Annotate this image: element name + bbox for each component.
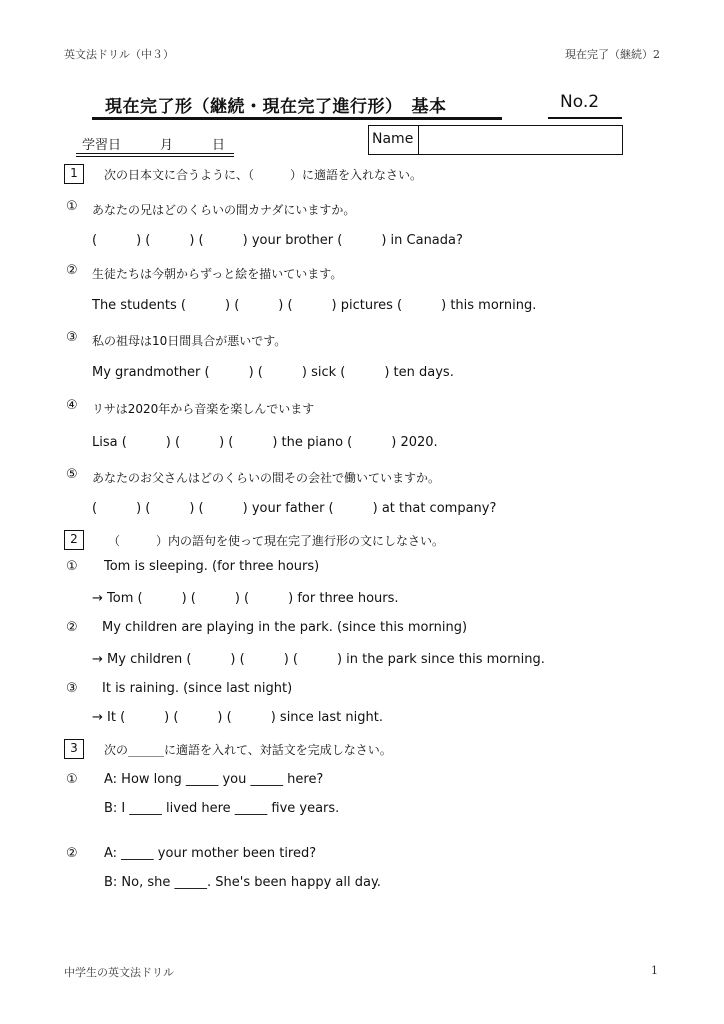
header-left: 英文法ドリル（中３）: [64, 48, 174, 61]
q2-2-mark: ②: [66, 620, 78, 635]
name-box[interactable]: [368, 125, 623, 155]
q2-2-answer: → My children ( ) ( ) ( ) in the park since this morning.: [92, 652, 545, 667]
name-label: Name: [369, 126, 419, 154]
section-2-instruction: （ ）内の語句を使って現在完了進行形の文にしなさい。: [108, 534, 445, 548]
section-2-box: 2: [64, 530, 84, 550]
q1-1-japanese: あなたの兄はどのくらいの間カナダにいますか。: [92, 203, 356, 217]
q3-2-line-a: A: _____ your mother been tired?: [104, 846, 317, 861]
study-date-day: 日: [212, 138, 226, 153]
q2-2-prompt: My children are playing in the park. (since this morning): [102, 620, 468, 635]
q2-1-prompt: Tom is sleeping. (for three hours): [104, 559, 320, 574]
q1-5-mark: ⑤: [66, 467, 78, 482]
title-underline: [92, 117, 502, 120]
section-1-box: 1: [64, 164, 84, 184]
section-3-instruction: 次の______に適語を入れて、対話文を完成しなさい。: [104, 743, 392, 757]
worksheet-number: No.2: [560, 92, 600, 112]
q1-1-english: ( ) ( ) ( ) your brother ( ) in Canada?: [92, 233, 463, 248]
q2-1-mark: ①: [66, 559, 78, 574]
study-date-underline: [76, 153, 234, 154]
study-date-underline-2: [76, 156, 234, 157]
q1-2-mark: ②: [66, 263, 78, 278]
footer-left: 中学生の英文法ドリル: [64, 966, 174, 979]
study-date-label: 学習日: [82, 138, 122, 153]
section-3-box: 3: [64, 739, 84, 759]
q1-2-english: The students ( ) ( ) ( ) pictures ( ) this morning.: [92, 298, 537, 313]
q1-5-japanese: あなたのお父さんはどのくらいの間その会社で働いていますか。: [92, 471, 441, 485]
page-number: 1: [651, 964, 658, 977]
section-1-instruction: 次の日本文に合うように、（ ）に適語を入れなさい。: [104, 168, 423, 182]
study-date-month: 月: [160, 138, 174, 153]
number-underline: [548, 117, 622, 119]
q2-3-answer: → It ( ) ( ) ( ) since last night.: [92, 710, 383, 725]
q1-5-english: ( ) ( ) ( ) your father ( ) at that company?: [92, 501, 497, 516]
q1-4-english: Lisa ( ) ( ) ( ) the piano ( ) 2020.: [92, 435, 438, 450]
q2-3-prompt: It is raining. (since last night): [102, 681, 293, 696]
q1-3-japanese: 私の祖母は10日間具合が悪いです。: [92, 334, 287, 348]
q3-1-line-a: A: How long _____ you _____ here?: [104, 772, 324, 787]
q1-4-japanese: リサは2020年から音楽を楽しんでいます: [92, 402, 315, 416]
q1-3-english: My grandmother ( ) ( ) sick ( ) ten days.: [92, 365, 454, 380]
q3-2-mark: ②: [66, 846, 78, 861]
q3-2-line-b: B: No, she _____. She's been happy all day.: [104, 875, 381, 890]
q1-2-japanese: 生徒たちは今朝からずっと絵を描いています。: [92, 267, 343, 281]
q2-1-answer: → Tom ( ) ( ) ( ) for three hours.: [92, 591, 399, 606]
q1-3-mark: ③: [66, 330, 78, 345]
worksheet-title: 現在完了形（継続・現在完了進行形） 基本: [105, 97, 447, 117]
q3-1-line-b: B: I _____ lived here _____ five years.: [104, 801, 340, 816]
q1-4-mark: ④: [66, 398, 78, 413]
q1-1-mark: ①: [66, 199, 78, 214]
q2-3-mark: ③: [66, 681, 78, 696]
q3-1-mark: ①: [66, 772, 78, 787]
header-right: 現在完了（継続）2: [565, 48, 660, 61]
